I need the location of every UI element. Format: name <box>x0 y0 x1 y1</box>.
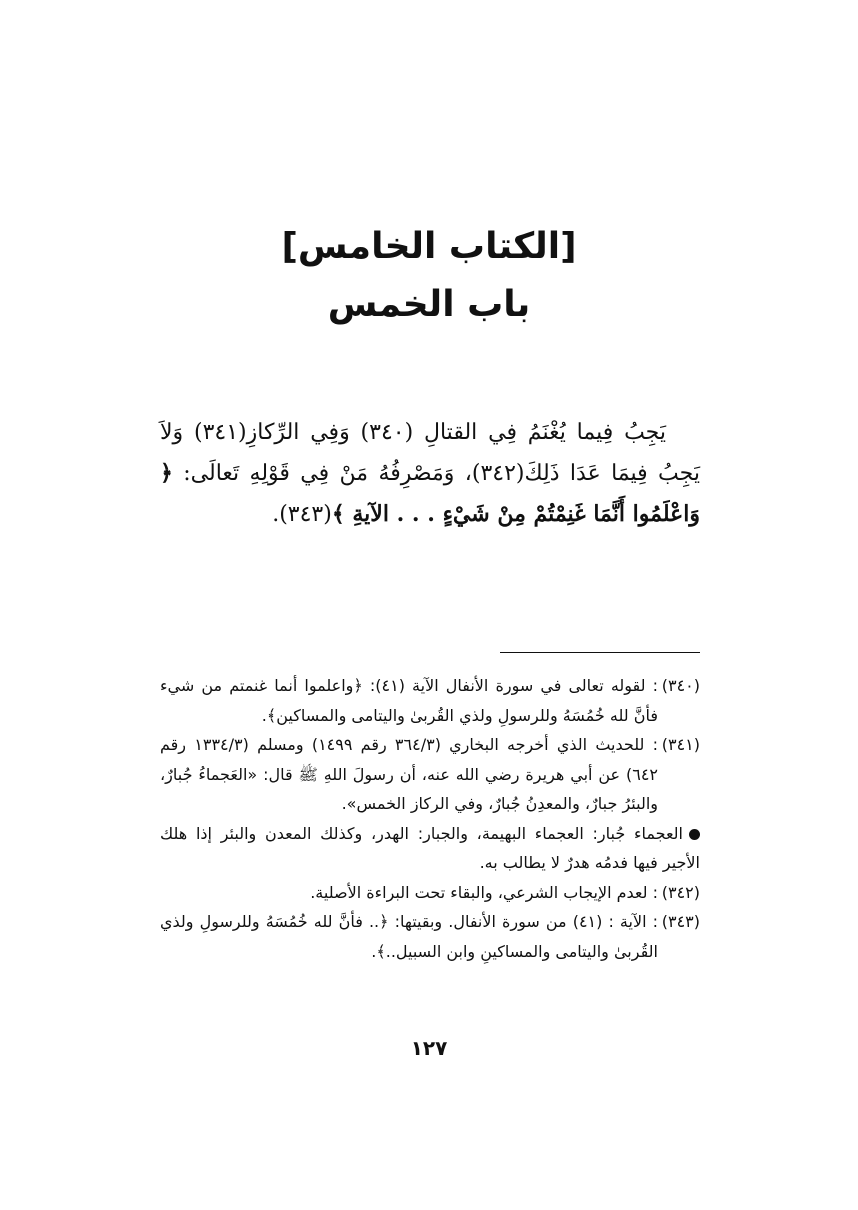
page-number: ١٢٧ <box>410 1036 448 1060</box>
main-paragraph-text: يَجِبُ فِيما يُغْنَمُ فِي القتالِ (٣٤٠) وَفِي الرِّكازِ(٣٤١) وَلاَ يَجِبُ فِيمَا عَدَا ذَلِكَ(٣٤٢)، وَمَصْرِفُهُ مَنْ فِي قَوْلِهِ تَعالَى: <box>160 420 700 486</box>
quran-quote: ﴿ وَاعْلَمُوا أَنَّمَا غَنِمْتُمْ مِنْ شَيْءٍ . . . الآيةِ ﴾ <box>160 460 700 527</box>
main-paragraph <box>160 412 700 535</box>
footnote <box>160 907 700 966</box>
explanatory-note <box>160 819 700 878</box>
book-title: [الكتاب الخامس] <box>281 226 577 267</box>
explanatory-note-text: العجماء جُبار: العجماء البهيمة، والجبار: الهدر، وكذلك المعدن والبئر إذا هلك الأجير فيها فدمُه هدرٌ لا يطالب به. <box>160 823 700 872</box>
footnote-number: (٣٤٣) <box>661 912 701 931</box>
footnote-number: (٣٤٠) <box>661 676 701 695</box>
footnote <box>160 878 700 908</box>
footnote-text: : الآية : (٤١) من سورة الأنفال. وبقيتها: ﴿.. فأنَّ لله خُمُسَهُ وللرسولِ ولذي القُربىٰ واليتامى والمساكينِ وابن السبيل..﴾. <box>160 912 659 961</box>
chapter-title: باب الخمس <box>327 284 531 325</box>
footnote-number: (٣٤١) <box>661 735 700 754</box>
footnote <box>160 730 700 819</box>
main-text <box>160 412 700 535</box>
footnotes <box>160 671 700 966</box>
footnote-divider <box>500 652 700 653</box>
bullet-icon <box>689 829 700 840</box>
footnote-text: : للحديث الذي أخرجه البخاري (٣٦٤/٣ رقم ١٤٩٩) ومسلم (١٣٣٤/٣ رقم ٦٤٢) عن أبي هريرة رضي الله عنه، أن رسولَ اللهِ ﷺ قال: «العَجماءُ جُبارٌ، والبئرُ جبارٌ، والمعدِنُ جُبارٌ، وفي الركاز الخمس». <box>160 735 658 813</box>
footnote-text: : لعدم الإيجاب الشرعي، والبقاء تحت البراءة الأصلية. <box>310 882 658 902</box>
footnote-number: (٣٤٢) <box>661 882 700 902</box>
footnote-text: : لقوله تعالى في سورة الأنفال الآية (٤١): ﴿واعلموا أنما غنمتم من شيء فأنَّ لله خُمُسَهُ وللرسولِ ولذي القُربىٰ واليتامى والمساكين﴾. <box>160 676 659 725</box>
footnote <box>160 671 700 730</box>
main-paragraph-end: (٣٤٣). <box>272 502 332 527</box>
